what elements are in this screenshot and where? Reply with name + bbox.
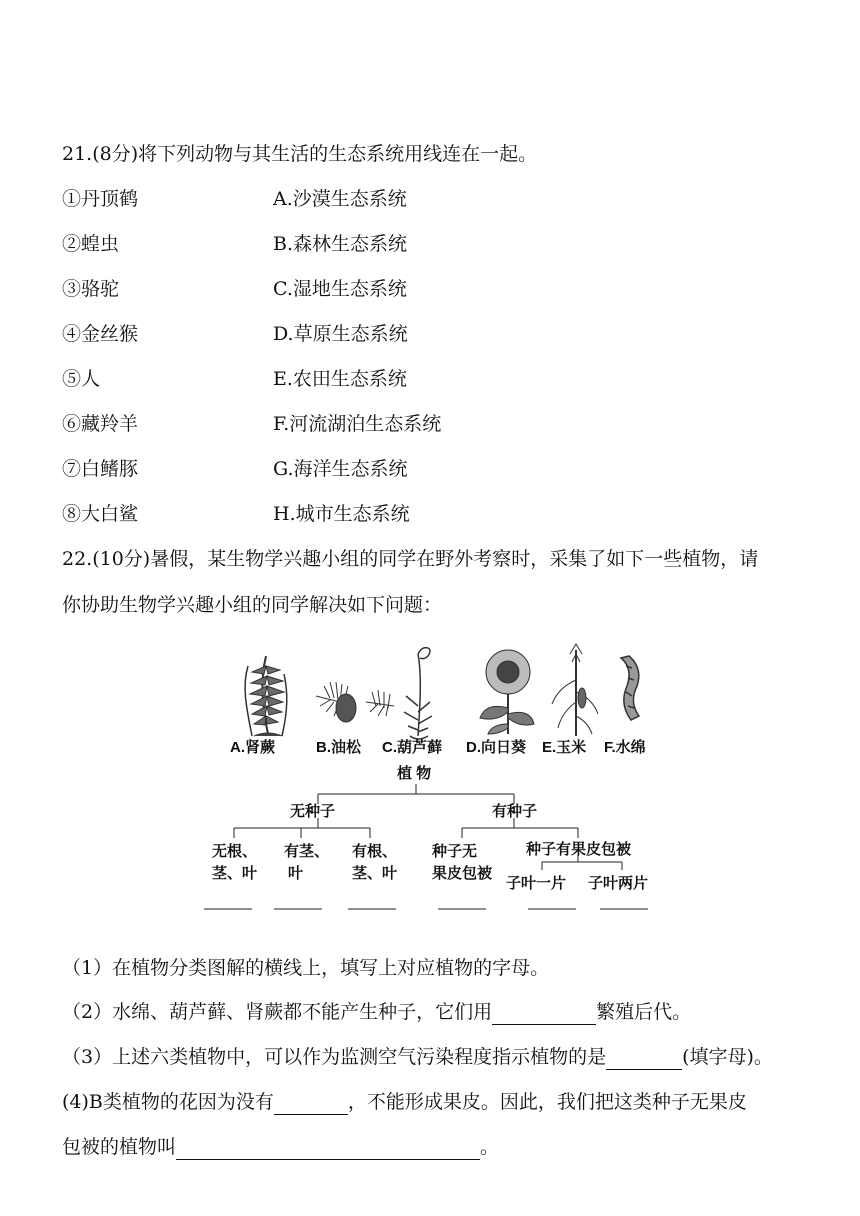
animal-item: ⑥藏羚羊 [62, 413, 139, 435]
answer-blank[interactable] [274, 1094, 348, 1115]
tree-leaf-label: 种子有果皮包被 [526, 841, 632, 858]
answer-blank[interactable] [492, 1004, 596, 1025]
q22-sub1: （1）在植物分类图解的横线上，填写上对应植物的字母。 [62, 957, 550, 979]
tree-leaf-label: 有根、 [352, 843, 398, 860]
ecosystem-item: F.河流湖泊生态系统 [273, 413, 442, 435]
tree-root-label: 植 物 [397, 765, 432, 782]
animal-item: ①丹顶鹤 [62, 188, 139, 210]
q21-header: 21.(8分)将下列动物与其生活的生态系统用线连在一起。 [62, 143, 538, 165]
tree-leaf-label: 无根、 [212, 843, 258, 860]
q22-sub2-text-a: （2）水绵、葫芦藓、肾蕨都不能产生种子，它们用 [62, 1001, 493, 1023]
ecosystem-item: C.湿地生态系统 [273, 278, 407, 300]
ecosystem-item: E.农田生态系统 [273, 368, 407, 390]
fern-illustration [245, 656, 287, 736]
tree-leaf-label: 果皮包被 [432, 865, 493, 882]
q22-sub2 [62, 999, 691, 1025]
plant-classification-figure [196, 636, 666, 920]
animal-item: ③骆驼 [62, 278, 120, 300]
plant-label: D.向日葵 [466, 739, 527, 756]
q22-sub4-text-c: 包被的植物叫 [62, 1136, 177, 1158]
answer-blank[interactable] [176, 1139, 480, 1160]
tree-leaf-label: 种子无 [432, 843, 478, 860]
plant-label: F.水绵 [604, 739, 646, 756]
corn-illustration [552, 644, 598, 736]
ecosystem-item: G.海洋生态系统 [273, 458, 408, 480]
q22-header-line2: 你协助生物学兴趣小组的同学解决如下问题： [62, 594, 443, 616]
animal-item: ②蝗虫 [62, 233, 120, 255]
q22-sub3-text-a: （3）上述六类植物中，可以作为监测空气污染程度指示植物的是 [62, 1046, 607, 1068]
q22-sub3-text-b: (填字母)。 [682, 1046, 773, 1068]
animal-item: ⑧大白鲨 [62, 503, 139, 525]
tree-leaf-label: 茎、叶 [212, 865, 258, 882]
ecosystem-item: B.森林生态系统 [273, 233, 408, 255]
tree-leaf-label: 有茎、 [284, 843, 330, 860]
q22-sub4-line1 [62, 1089, 747, 1115]
tree-leaf-label: 子叶一片 [506, 875, 567, 892]
spirogyra-illustration [621, 656, 639, 720]
tree-has-seed-label: 有种子 [492, 803, 538, 820]
ecosystem-item: H.城市生态系统 [273, 503, 410, 525]
tree-no-seed-label: 无种子 [290, 803, 336, 820]
animal-item: ⑤人 [62, 368, 101, 390]
q22-sub2-text-b: 繁殖后代。 [596, 1001, 692, 1023]
animal-item: ④金丝猴 [62, 323, 139, 345]
tree-leaf-label: 叶 [288, 865, 304, 882]
pine-illustration [316, 682, 394, 722]
tree-leaf-label: 子叶两片 [588, 875, 649, 892]
q22-header-line1: 22.(10分)暑假，某生物学兴趣小组的同学在野外考察时，采集了如下一些植物，请 [62, 548, 759, 570]
q22-sub3 [62, 1044, 773, 1070]
q22-sub4-text-b: ，不能形成果皮。因此，我们把这类种子无果皮 [347, 1091, 747, 1113]
q22-sub4-text-a: (4)B类植物的花因为没有 [62, 1091, 274, 1113]
plant-label: B.油松 [316, 739, 362, 756]
plant-label: A.肾蕨 [230, 739, 276, 756]
q22-sub4-line2 [62, 1134, 499, 1160]
moss-illustration [404, 648, 432, 739]
plant-label: E.玉米 [542, 739, 587, 756]
tree-leaf-label: 茎、叶 [352, 865, 398, 882]
sunflower-illustration [480, 650, 534, 734]
plant-label: C.葫芦藓 [382, 739, 443, 756]
q22-sub4-text-d: 。 [480, 1136, 500, 1158]
animal-item: ⑦白鳍豚 [62, 458, 139, 480]
ecosystem-item: A.沙漠生态系统 [273, 188, 407, 210]
ecosystem-item: D.草原生态系统 [273, 323, 408, 345]
answer-blank[interactable] [606, 1049, 682, 1070]
